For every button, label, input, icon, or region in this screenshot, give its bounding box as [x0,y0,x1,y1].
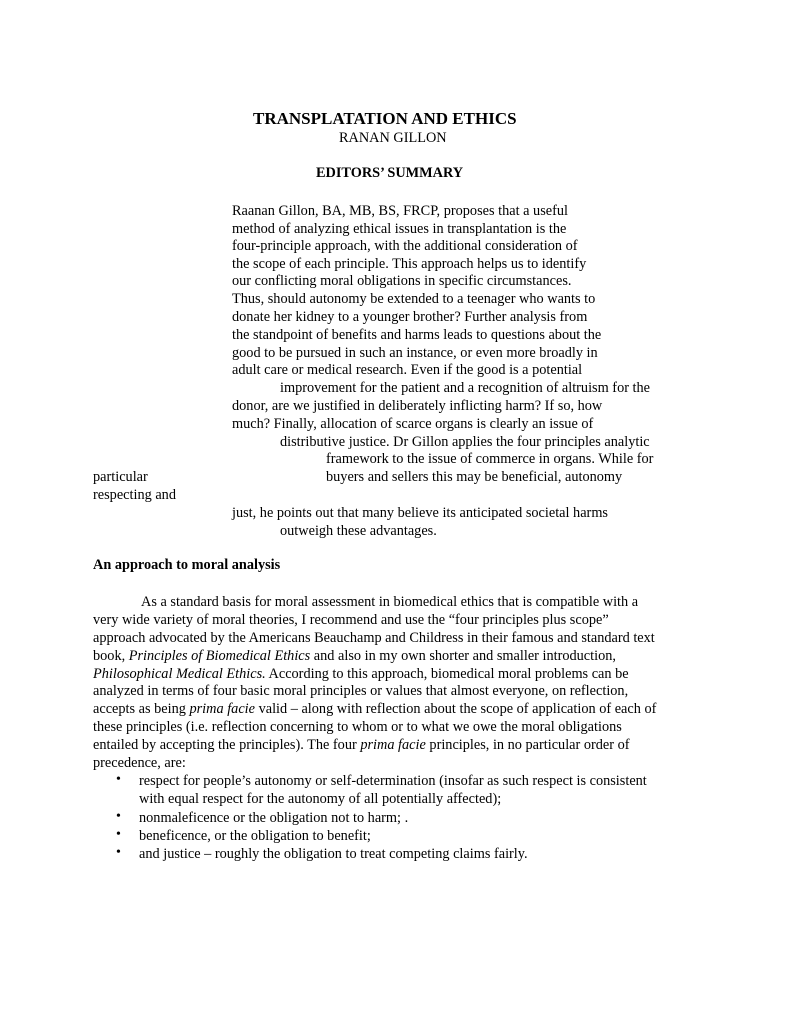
bullet-item-text: with equal respect for the autonomy of all potentially affected); [139,791,502,807]
body-line: entailed by accepting the principles). The four prima facie principles, in no particular order of [93,737,630,753]
section-heading: An approach to moral analysis [93,557,281,573]
summary-line: method of analyzing ethical issues in transplantation is the [232,221,567,237]
bullet-marker: • [116,845,121,860]
bullet-item-text: beneficence, or the obligation to benefit; [139,828,371,844]
summary-line: adult care or medical research. Even if the good is a potential [232,362,583,378]
summary-line: distributive justice. Dr Gillon applies the four principles analytic [280,434,650,450]
body-line: analyzed in terms of four basic moral principles or values that almost everyone, on reflection, [93,683,629,699]
stray-word: particular [93,469,148,485]
summary-line: framework to the issue of commerce in organs. While for [326,451,654,467]
body-line: accepts as being prima facie valid – along with reflection about the scope of application of each of [93,701,657,717]
summary-heading: EDITORS’ SUMMARY [316,165,464,181]
summary-line: the scope of each principle. This approach helps us to identify [232,256,587,272]
body-line: Philosophical Medical Ethics. According to this approach, biomedical moral problems can be [93,666,629,682]
body-line: approach advocated by the Americans Beauchamp and Childress in their famous and standard text [93,630,655,646]
bullet-item-text: respect for people’s autonomy or self-determination (insofar as such respect is consistent [139,773,647,789]
body-line: these principles (i.e. reflection concerning to whom or to what we owe the moral obligations [93,719,622,735]
document-title: TRANSPLATATION AND ETHICS [253,109,517,128]
bullet-marker: • [116,772,121,787]
summary-line: donate her kidney to a younger brother? Further analysis from [232,309,588,325]
summary-line: Raanan Gillon, BA, MB, BS, FRCP, proposes that a useful [232,203,568,219]
bullet-item-text: nonmaleficence or the obligation not to harm; . [139,810,409,826]
body-line: As a standard basis for moral assessment in biomedical ethics that is compatible with a [141,594,639,610]
summary-line: Thus, should autonomy be extended to a teenager who wants to [232,291,596,307]
body-line: book, Principles of Biomedical Ethics and also in my own shorter and smaller introduction, [93,648,616,664]
summary-line: improvement for the patient and a recognition of altruism for the [280,380,651,396]
bullet-marker: • [116,809,121,824]
summary-line: just, he points out that many believe its anticipated societal harms [232,505,608,521]
body-line: very wide variety of moral theories, I recommend and use the “four principles plus scope” [93,612,609,628]
summary-line: donor, are we justified in deliberately inflicting harm? If so, how [232,398,603,414]
bullet-item-text: and justice – roughly the obligation to treat competing claims fairly. [139,846,528,862]
body-line: precedence, are: [93,755,186,771]
author-name: RANAN GILLON [339,130,447,146]
summary-line: our conflicting moral obligations in specific circumstances. [232,273,572,289]
bullet-marker: • [116,827,121,842]
summary-line: good to be pursued in such an instance, or even more broadly in [232,345,598,361]
summary-line: the standpoint of benefits and harms leads to questions about the [232,327,602,343]
stray-word: respecting and [93,487,176,503]
summary-line: buyers and sellers this may be beneficial, autonomy [326,469,623,485]
summary-line: four-principle approach, with the additional consideration of [232,238,578,254]
summary-line: much? Finally, allocation of scarce organs is clearly an issue of [232,416,594,432]
summary-line: outweigh these advantages. [280,523,437,539]
